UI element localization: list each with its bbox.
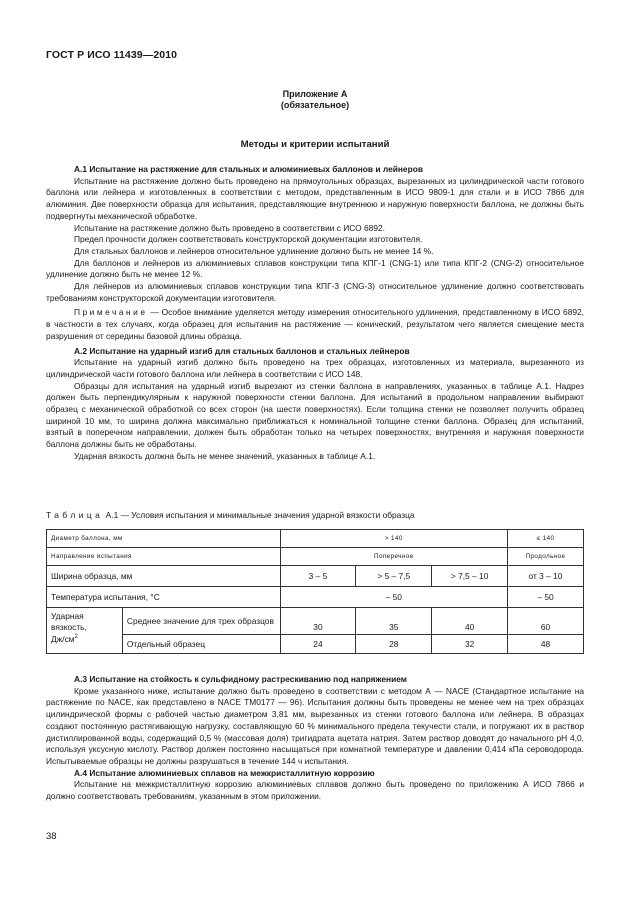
a2-paragraph: Ударная вязкость должна быть не менее значений, указанных в таблице А.1.	[74, 450, 376, 461]
table-cell: 35	[356, 608, 432, 635]
table-cell: Ширина образца, мм	[47, 566, 281, 587]
table-cell: Температура испытания, °C	[47, 587, 281, 608]
a2-paragraph: Образцы для испытания на ударный изгиб вырезают из стенки баллона в направлениях, указанных в таблице А.1. Надрез должен быть перпендикулярным к наружной поверхности стенки баллона. Для испытаний в продольном направлении выбирают образец с механической обработкой со всех сторон (на шести поверхностях). Если толщина стенки не позволяет получить образец шириной 10 мм, то ширина должна максимально приближаться к номинальной толщине стенки баллона. Образец для испытаний, взятый в поперечном направлении, должен быть обработан только на четырех поверхностях, внутренняя и наружная поверхности баллона должны быть не обработаны.	[46, 380, 584, 450]
table-cell: 3 – 5	[280, 566, 356, 587]
a4-paragraph: Испытание на межкристаллитную коррозию алюминиевых сплавов должно быть проведено по приложению А ИСО 7866 и должно соответствовать требованиям, указанным в этом приложении.	[46, 779, 584, 802]
impact-label-cell	[47, 608, 123, 654]
impact-label-line: вязкость,	[51, 621, 87, 632]
table-row	[47, 635, 584, 654]
table-cell: – 50	[508, 587, 584, 608]
impact-label-line: Дж/см	[51, 633, 75, 644]
impact-label-line: Ударная	[51, 611, 84, 621]
a1-note	[46, 307, 584, 342]
appendix-title: Приложение А	[282, 89, 348, 99]
section-a3-heading: А.3 Испытание на стойкость к сульфидному растрескиванию под напряжением	[74, 674, 407, 684]
a1-paragraph: Испытание на растяжение должно быть проведено в соответствии с ИСО 6892.	[74, 222, 385, 233]
table-cell: 30	[280, 608, 356, 635]
table-cell: 24	[280, 635, 356, 654]
table-cell: от 3 – 10	[508, 566, 584, 587]
table-row	[47, 566, 584, 587]
table-cell: Диаметр баллона, мм	[47, 530, 281, 548]
table-cell: > 140	[280, 530, 507, 548]
table-cell: 48	[508, 635, 584, 654]
section-a2-heading: А.2 Испытание на ударный изгиб для стальных баллонов и стальных лейнеров	[74, 345, 410, 356]
a1-paragraph: Для стальных баллонов и лейнеров относительное удлинение должно быть не менее 14 %.	[74, 245, 434, 256]
table-cell: > 5 – 7,5	[356, 566, 432, 587]
section-title: Методы и критерии испытаний	[240, 139, 390, 150]
page-number: 38	[46, 831, 57, 842]
document-header: ГОСТ Р ИСО 11439—2010	[46, 49, 178, 61]
table-row	[47, 530, 584, 548]
table-caption-text: А.1 — Условия испытания и минимальные значения ударной вязкости образца	[105, 510, 415, 520]
section-a1-heading: А.1 Испытание на растяжение для стальных и алюминиевых баллонов и лейнеров	[74, 164, 423, 174]
note-text: — Особое внимание уделяется методу измерения относительного удлинения, представленному в ИСО 6892, в частности в тех случаях, когда образец для испытания на растяжение — конический, результатом чего является смещение места разрушения от середины базовой длины образца.	[46, 307, 585, 341]
a3-paragraph: Кроме указанного ниже, испытание должно быть проведено в соответствии с методом А — NACE (Стандартное испытание на растяжение по NACE, как представлено в NACE TM0177 — 96). Испытания должны быть проведены не менее чем на трех образцах цилиндрической формы с рабочей частью диаметром 3,81 мм, вырезанных из стенки готового баллона или лейнера. В образцах создают постоянную растягивающую нагрузку, составляющую 60 % минимального предела текучести стали, и погружают их в раствор дистиллированной воды, содержащий 0,5 % (массовая доля) тригидрата ацетата натрия. Затем раствор доводят до начального pH 4,0, используя уксусную кислоту. Раствор должен постоянно насыщаться при комнатной температуре и давлении 0,414 кПа сероводорода. Испытываемые образцы не должны разрушаться в течение 144 ч испытания.	[46, 685, 584, 766]
a1-paragraph: Для лейнеров из алюминиевых сплавов конструкции типа КПГ-3 (CNG-3) относительное удлинение должно соответствовать требованиям конструкторской документации изготовителя.	[46, 281, 584, 303]
a1-paragraph: Для баллонов и лейнеров из алюминиевых сплавов конструкции типа КПГ-1 (CNG-1) или типа КПГ-2 (CNG-2) относительное удлинение должно быть не менее 12 %.	[46, 257, 584, 280]
table-cell: 40	[432, 608, 508, 635]
a1-paragraph: Испытание на растяжение должно быть проведено на прямоугольных образцах, вырезанных из цилиндрической части готового баллона или лейнера и изготовленных в соответствии с методом, представленным в ИСО 9809-1 для стали и в ИСО 7866 для алюминия. Две поверхности образца для испытания, представляющие внутреннюю и наружную поверхности баллона, не должны быть подвергнуты механической обработке.	[46, 175, 584, 221]
a1-paragraph: Предел прочности должен соответствовать конструкторской документации изготовителя.	[74, 234, 423, 245]
table-cell: Направление испытания	[47, 548, 281, 566]
table-row	[47, 548, 584, 566]
table-row	[47, 587, 584, 608]
table-cell: Отдельный образец	[122, 635, 280, 654]
table-cell: – 50	[280, 587, 507, 608]
body-block-upper	[46, 164, 584, 463]
a2-paragraph: Испытание на ударный изгиб должно быть проведено на трех образцах, изготовленных из материала, вырезанного из цилиндрической части готового баллона или лейнера в соответствии с ИСО 148.	[46, 357, 584, 379]
impact-label-sup: 2	[74, 634, 78, 640]
table-cell: ≤ 140	[508, 530, 584, 548]
table-cell: 60	[508, 608, 584, 635]
impact-table	[46, 529, 584, 654]
table-cell: Поперечное	[280, 548, 507, 566]
table-cell: 28	[356, 635, 432, 654]
table-cell: > 7,5 – 10	[432, 566, 508, 587]
table-row	[47, 608, 584, 635]
table-cell: 32	[432, 635, 508, 654]
body-block-lower	[46, 674, 584, 803]
table-cell: Среднее значение для трех образцов	[122, 608, 280, 635]
appendix-subtitle: (обязательное)	[280, 100, 350, 110]
table-cell: Продольное	[508, 548, 584, 566]
table-caption	[46, 510, 415, 520]
note-label: Примечание	[74, 307, 148, 318]
table-caption-word: Таблица	[46, 510, 104, 520]
section-a4-heading: А.4 Испытание алюминиевых сплавов на межкристаллитную коррозию	[74, 767, 375, 778]
